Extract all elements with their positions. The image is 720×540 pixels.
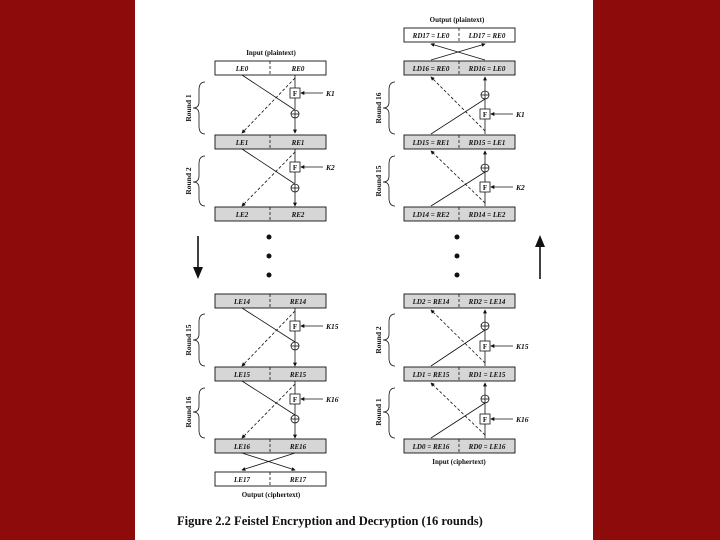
enc-f-box-2: F <box>292 164 298 172</box>
dec-key-16: K16 <box>516 415 529 424</box>
enc-reg17-right: RE17 <box>289 476 307 484</box>
dec-register-16 <box>404 61 515 75</box>
dec-f-box-1: F <box>482 416 488 424</box>
enc-reg15-left: LE15 <box>234 371 250 379</box>
enc-key-16: K16 <box>326 395 339 404</box>
dec-final-swap <box>431 44 485 60</box>
enc-register-2 <box>215 207 326 221</box>
dec-f-box-16: F <box>482 111 488 119</box>
dec-round-label-1: Round 1 <box>374 398 383 426</box>
enc-reg1-right: RE1 <box>291 139 305 147</box>
enc-reg17-left: LE17 <box>234 476 250 484</box>
dec-f-box-2: F <box>482 343 488 351</box>
enc-f-box-16: F <box>292 396 298 404</box>
dec-reg15-right: RD15 = LE1 <box>468 139 506 147</box>
dec-input-title: Input (ciphertext) <box>432 458 486 466</box>
dec-reg16-right: RD16 = LE0 <box>468 65 506 73</box>
dec-reg2-left: LD2 = RE14 <box>412 298 450 306</box>
enc-reg14-left: LE14 <box>234 298 250 306</box>
enc-reg15-right: RE15 <box>289 371 307 379</box>
feistel-diagram <box>135 0 593 540</box>
dec-ellipsis <box>455 235 460 278</box>
enc-reg16-right: RE16 <box>289 443 307 451</box>
enc-reg2-right: RE2 <box>291 211 305 219</box>
enc-round-label-2: Round 2 <box>184 167 193 195</box>
enc-round-label-16: Round 16 <box>184 396 193 428</box>
dec-reg16-left: LD16 = RE0 <box>412 65 450 73</box>
enc-register-1 <box>215 135 326 149</box>
dec-register-15 <box>404 135 515 149</box>
enc-output-title: Output (ciphertext) <box>241 491 301 499</box>
decryption-direction-arrow <box>535 235 545 279</box>
enc-key-2: K2 <box>326 163 335 172</box>
enc-register-15 <box>215 367 326 381</box>
enc-round16-wiring <box>242 381 323 438</box>
dec-round16-wiring <box>431 77 513 134</box>
dec-output-title: Output (plaintext) <box>429 16 485 24</box>
dec-round1-wiring <box>431 383 513 438</box>
enc-round15-wiring <box>242 308 323 366</box>
enc-f-box-1: F <box>292 90 298 98</box>
enc-reg0-left: LE0 <box>235 65 249 73</box>
dec-register-0 <box>404 439 515 453</box>
encryption-direction-arrow <box>193 236 203 279</box>
enc-register-17 <box>215 472 326 486</box>
enc-final-swap <box>242 453 295 470</box>
dec-key-15: K15 <box>516 342 529 351</box>
enc-reg14-right: RE14 <box>289 298 307 306</box>
enc-reg1-left: LE1 <box>235 139 249 147</box>
dec-register-1 <box>404 367 515 381</box>
enc-round-label-15: Round 15 <box>184 324 193 356</box>
enc-key-1: K1 <box>326 89 335 98</box>
enc-reg2-left: LE2 <box>235 211 249 219</box>
enc-reg0-right: RE0 <box>291 65 305 73</box>
enc-register-14 <box>215 294 326 308</box>
enc-input-title: Input (plaintext) <box>246 49 296 57</box>
enc-reg16-left: LE16 <box>234 443 250 451</box>
dec-register-17 <box>404 28 515 42</box>
dec-register-14 <box>404 207 515 221</box>
dec-reg0-right: RD0 = LE16 <box>468 443 506 451</box>
figure-caption: Figure 2.2 Feistel Encryption and Decryption (16 rounds) <box>177 514 483 528</box>
dec-reg14-left: LD14 = RE2 <box>412 211 450 219</box>
enc-f-box-15: F <box>292 323 298 331</box>
dec-key-2: K2 <box>516 183 525 192</box>
dec-round-label-16: Round 16 <box>374 92 383 124</box>
dec-reg1-right: RD1 = LE15 <box>468 371 506 379</box>
dec-round2-wiring <box>431 310 513 366</box>
dec-reg2-right: RD2 = LE14 <box>468 298 506 306</box>
dec-reg1-left: LD1 = RE15 <box>412 371 450 379</box>
dec-register-2 <box>404 294 515 308</box>
dec-round-label-2: Round 2 <box>374 326 383 354</box>
dec-reg14-right: RD14 = LE2 <box>468 211 506 219</box>
enc-round-label-1: Round 1 <box>184 94 193 122</box>
dec-reg0-left: LD0 = RE16 <box>412 443 450 451</box>
enc-ellipsis <box>267 235 272 278</box>
dec-reg15-left: LD15 = RE1 <box>412 139 450 147</box>
dec-key-1: K1 <box>516 110 525 119</box>
dec-reg17-right: LD17 = RE0 <box>468 32 506 40</box>
enc-round2-wiring <box>242 149 323 206</box>
enc-round1-wiring <box>242 75 323 133</box>
enc-register-16 <box>215 439 326 453</box>
dec-round-label-15: Round 15 <box>374 165 383 197</box>
dec-round15-wiring <box>431 151 513 206</box>
enc-key-15: K15 <box>326 322 339 331</box>
figure-page <box>135 0 593 540</box>
dec-f-box-15: F <box>482 184 488 192</box>
enc-register-0 <box>215 61 326 75</box>
dec-reg17-left: RD17 = LE0 <box>412 32 450 40</box>
